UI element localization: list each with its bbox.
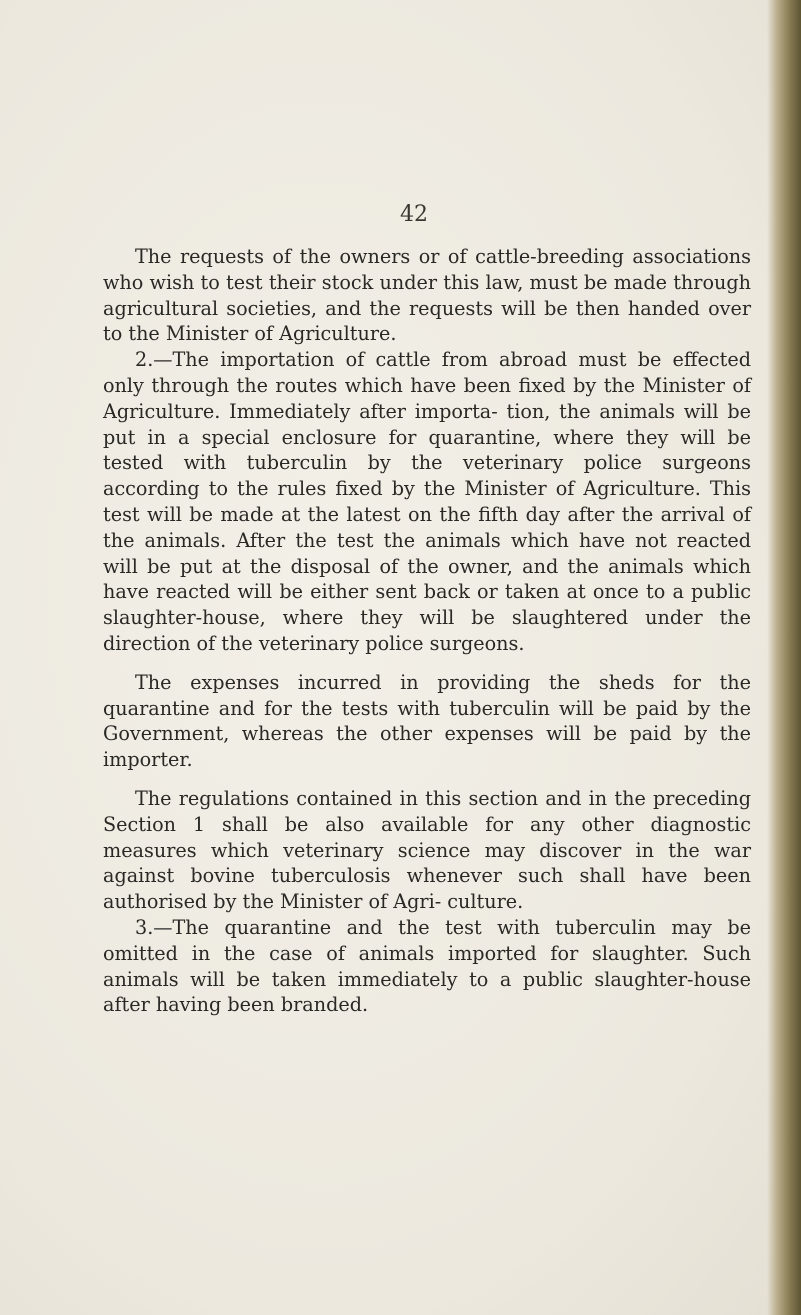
body-text bbox=[103, 244, 751, 1018]
page-binding-edge bbox=[767, 0, 801, 1315]
page-number: 42 bbox=[400, 202, 428, 227]
paragraph-requests: The requests of the owners or of cattle-breeding associations who wish to test their stock under this law, must be made through agricultural societies, and the requests will be then handed over to the Minister of Agriculture. bbox=[103, 245, 751, 346]
paragraph-section-3-quarantine: 3.—The quarantine and the test with tuberculin may be omitted in the case of animals imported for slaughter. Such animals will be taken immediately to a public slaughter-house after having been branded. bbox=[103, 915, 751, 1017]
paragraph-section-2-importation: 2.—The importation of cattle from abroad must be effected only through the routes which have been fixed by the Minister of Agriculture. Immediately after importa- tion, the animals will be put in a special enclosure for quarantine, where they will be tested with tuberculin by the veterinary police surgeons according to the rules fixed by the Minister of Agriculture. This test will be made at the latest on the fifth day after the arrival of the animals. After the test the animals which have not reacted will be put at the disposal of the owner, and the animals which have reacted will be either sent back or taken at once to a public slaughter-house, where they will be slaughtered under the direction of the veterinary police surgeons. bbox=[103, 348, 751, 655]
paragraph-expenses: The expenses incurred in providing the sheds for the quarantine and for the tests with tuberculin will be paid by the Government, whereas the other expenses will be paid by the importer. bbox=[103, 670, 751, 772]
paragraph-regulations: The regulations contained in this section and in the preceding Section 1 shall be also available for any other diagnostic measures which veterinary science may discover in the war against bovine tuberculosis whenever such shall have been authorised by the Minister of Agri- culture. bbox=[103, 786, 751, 914]
